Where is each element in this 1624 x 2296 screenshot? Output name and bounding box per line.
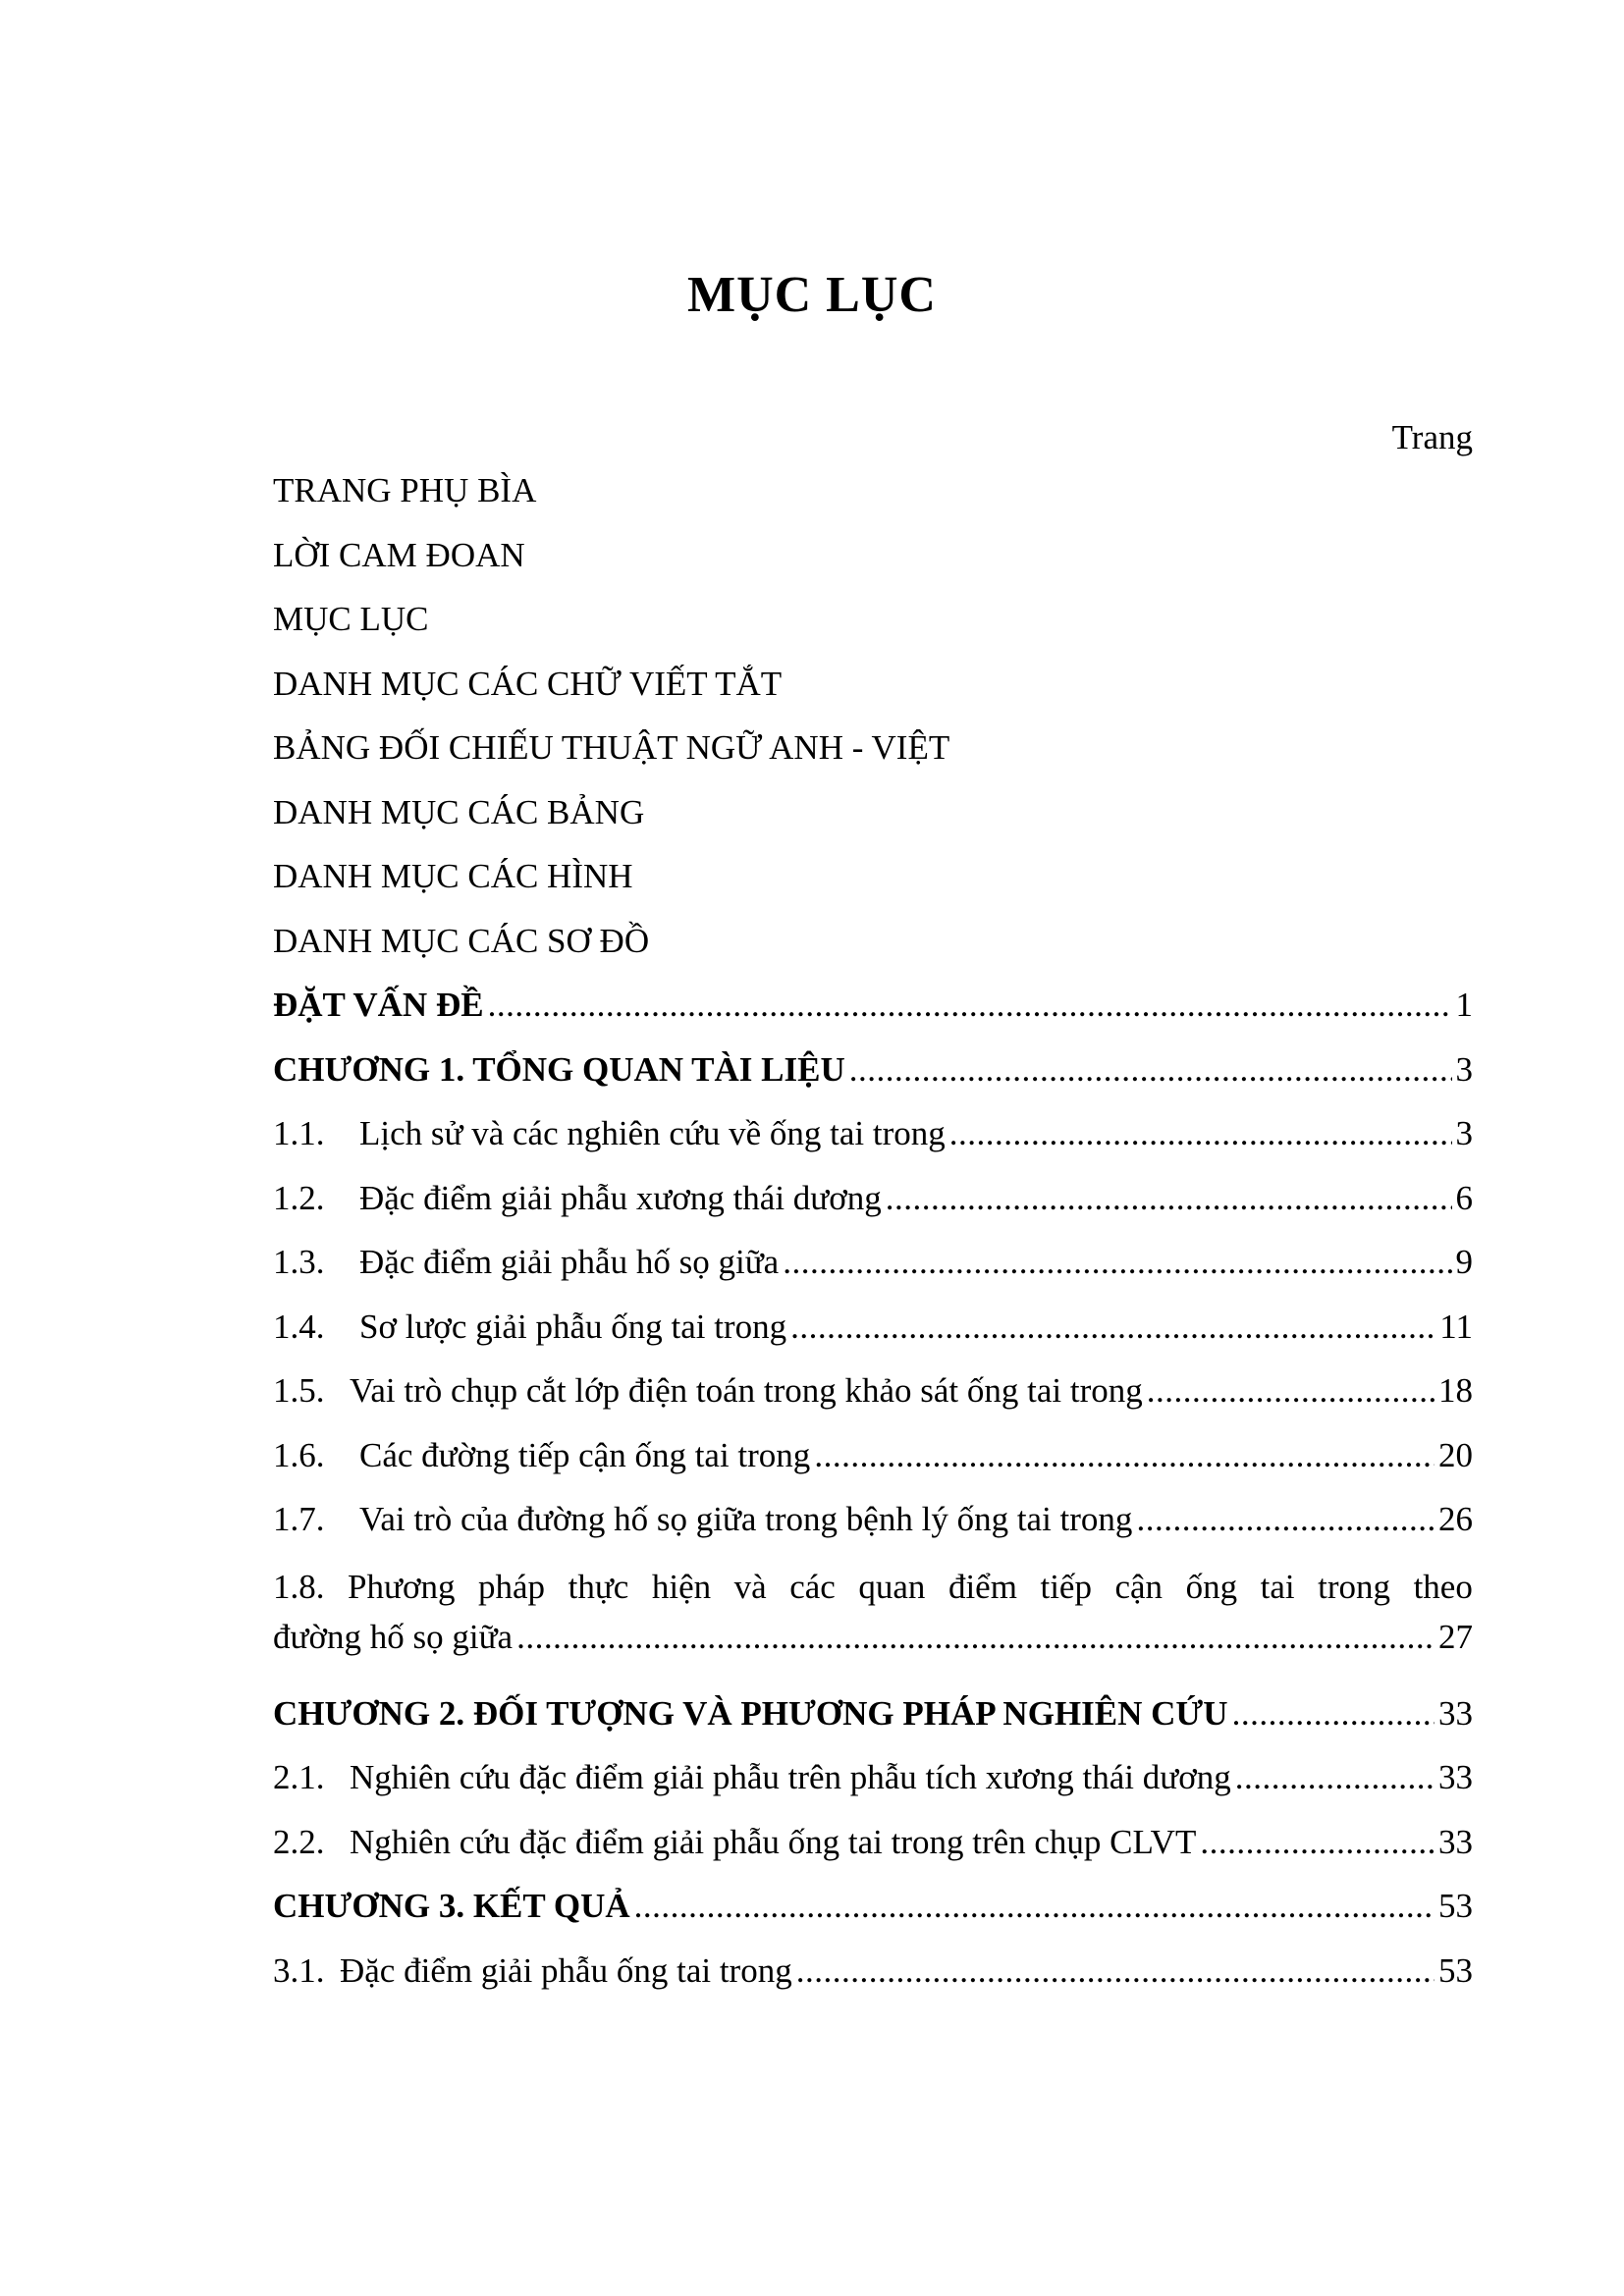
toc-word: ống bbox=[1185, 1567, 1238, 1606]
toc-word: quan bbox=[858, 1567, 926, 1606]
toc-entry-number: 1.8. bbox=[273, 1567, 325, 1606]
toc-front-matter-item[interactable] bbox=[273, 716, 1473, 780]
toc-item-label: DANH MỤC CÁC CHỮ VIẾT TẮT bbox=[273, 664, 783, 703]
dot-leader bbox=[1235, 1745, 1435, 1810]
toc-entry-label: đường hố sọ giữa bbox=[273, 1617, 514, 1656]
toc-word: cận bbox=[1114, 1567, 1164, 1606]
dot-leader bbox=[516, 1609, 1435, 1666]
toc-page-number: 3 bbox=[1455, 1114, 1473, 1152]
toc-entry-1-3[interactable] bbox=[273, 1230, 1473, 1295]
toc-item-label: DANH MỤC CÁC HÌNH bbox=[273, 857, 633, 895]
toc-entry-1-1[interactable] bbox=[273, 1101, 1473, 1166]
toc-entry-number: 1.4. bbox=[273, 1307, 325, 1346]
toc-item-label: LỜI CAM ĐOAN bbox=[273, 535, 525, 574]
dot-leader bbox=[796, 1939, 1435, 2003]
toc-word: Phương bbox=[348, 1567, 456, 1606]
dot-leader bbox=[886, 1166, 1452, 1231]
dot-leader bbox=[1136, 1487, 1435, 1552]
toc-entry-number: 1.3. bbox=[273, 1243, 325, 1281]
toc-word: pháp bbox=[478, 1567, 546, 1606]
dot-leader bbox=[634, 1874, 1435, 1939]
toc-entry-label: Đặc điểm giải phẫu ống tai trong bbox=[340, 1950, 792, 1990]
toc-entry-1-7[interactable] bbox=[273, 1487, 1473, 1552]
toc-front-matter-item[interactable] bbox=[273, 652, 1473, 717]
dot-leader bbox=[949, 1101, 1452, 1166]
toc-entry-3-1[interactable] bbox=[273, 1939, 1473, 2003]
toc-entry-1-2[interactable] bbox=[273, 1166, 1473, 1231]
toc-item-label: TRANG PHỤ BÌA bbox=[273, 471, 537, 509]
toc-item-label: MỤC LỤC bbox=[273, 600, 429, 638]
toc-entry-number: 2.2. bbox=[273, 1822, 325, 1861]
toc-word: và bbox=[733, 1567, 767, 1606]
toc-entry-number: 3.1. bbox=[273, 1950, 325, 1990]
toc-page-number: 9 bbox=[1455, 1243, 1473, 1281]
toc-page-number: 33 bbox=[1438, 1822, 1473, 1861]
toc-word: các bbox=[789, 1567, 836, 1606]
dot-leader bbox=[790, 1295, 1435, 1360]
toc-word: hiện bbox=[651, 1567, 712, 1606]
toc-page-number: 1 bbox=[1455, 986, 1473, 1024]
toc-entry-label: ĐẶT VẤN ĐỀ bbox=[273, 986, 484, 1024]
toc-page-number: 27 bbox=[1438, 1617, 1473, 1656]
toc-entry-label: Sơ lược giải phẫu ống tai trong bbox=[359, 1307, 787, 1346]
toc-word: trong bbox=[1318, 1567, 1391, 1606]
toc-page-number: 20 bbox=[1438, 1435, 1473, 1474]
toc-entry-line-2 bbox=[273, 1609, 1473, 1666]
toc-entry-number: 1.5. bbox=[273, 1371, 325, 1410]
toc-entry-number: 1.1. bbox=[273, 1114, 325, 1152]
dot-leader bbox=[849, 1038, 1452, 1102]
dot-leader bbox=[1200, 1810, 1435, 1875]
dot-leader bbox=[1232, 1682, 1435, 1746]
toc-entry-2-1[interactable] bbox=[273, 1745, 1473, 1810]
toc-page-number: 3 bbox=[1455, 1049, 1473, 1089]
dot-leader bbox=[783, 1230, 1451, 1295]
toc-page-number: 26 bbox=[1438, 1500, 1473, 1538]
toc-front-matter-item[interactable] bbox=[273, 458, 1473, 523]
toc-page-number: 11 bbox=[1439, 1307, 1473, 1346]
toc-page-number: 18 bbox=[1438, 1371, 1473, 1410]
toc-entry-label: Vai trò của đường hố sọ giữa trong bệnh lý ống tai trong bbox=[359, 1500, 1133, 1538]
toc-entry-1-5[interactable] bbox=[273, 1359, 1473, 1423]
toc-item-label: BẢNG ĐỐI CHIẾU THUẬT NGỮ ANH - VIỆT bbox=[273, 728, 950, 767]
toc-item-label: DANH MỤC CÁC SƠ ĐỒ bbox=[273, 921, 650, 960]
toc-entry-number: 1.2. bbox=[273, 1178, 325, 1217]
toc-page-number: 33 bbox=[1438, 1693, 1473, 1733]
toc-word: thực bbox=[568, 1567, 629, 1606]
toc-entry-1-6[interactable] bbox=[273, 1423, 1473, 1488]
toc-page-number: 53 bbox=[1438, 1887, 1473, 1925]
toc-front-matter-item[interactable] bbox=[273, 909, 1473, 974]
toc-entry-2-2[interactable] bbox=[273, 1810, 1473, 1875]
toc-item-label: DANH MỤC CÁC BẢNG bbox=[273, 792, 645, 831]
dot-leader bbox=[1147, 1359, 1435, 1423]
toc-entry-dat-van-de[interactable] bbox=[273, 973, 1473, 1038]
toc-word: tiếp bbox=[1040, 1567, 1092, 1606]
toc-entry-number: 1.6. bbox=[273, 1435, 325, 1474]
toc-page-number: 33 bbox=[1438, 1758, 1473, 1796]
toc-front-matter-item[interactable] bbox=[273, 587, 1473, 652]
toc-word: tai bbox=[1260, 1567, 1295, 1606]
toc-word: điểm bbox=[947, 1567, 1017, 1606]
toc-entry-1-8[interactable] bbox=[273, 1552, 1473, 1682]
page-title: MỤC LỤC bbox=[687, 267, 937, 323]
dot-leader bbox=[814, 1423, 1435, 1488]
toc-entry-label: Đặc điểm giải phẫu xương thái dương bbox=[359, 1178, 882, 1217]
toc-entry-line-1 bbox=[273, 1552, 1473, 1609]
table-of-contents bbox=[273, 458, 1473, 2002]
toc-entry-number: 2.1. bbox=[273, 1758, 325, 1796]
toc-entry-number: 1.7. bbox=[273, 1500, 325, 1538]
dot-leader bbox=[488, 973, 1452, 1038]
toc-entry-label: Vai trò chụp cắt lớp điện toán trong khảo sát ống tai trong bbox=[350, 1371, 1143, 1410]
toc-entry-label: Nghiên cứu đặc điểm giải phẫu trên phẫu tích xương thái dương bbox=[350, 1758, 1231, 1796]
toc-entry-label: CHƯƠNG 2. ĐỐI TƯỢNG VÀ PHƯƠNG PHÁP NGHIÊN CỨU bbox=[273, 1693, 1228, 1733]
toc-entry-label: Các đường tiếp cận ống tai trong bbox=[359, 1435, 811, 1474]
toc-front-matter-item[interactable] bbox=[273, 523, 1473, 588]
toc-word: theo bbox=[1413, 1567, 1473, 1606]
toc-entry-label: CHƯƠNG 3. KẾT QUẢ bbox=[273, 1887, 630, 1925]
toc-front-matter-item[interactable] bbox=[273, 844, 1473, 909]
toc-front-matter-item[interactable] bbox=[273, 780, 1473, 845]
page-column-header: Trang bbox=[1391, 418, 1473, 456]
toc-entry-chapter-3[interactable] bbox=[273, 1874, 1473, 1939]
toc-entry-chapter-1[interactable] bbox=[273, 1038, 1473, 1102]
toc-entry-label: Đặc điểm giải phẫu hố sọ giữa bbox=[359, 1243, 780, 1281]
toc-page-number: 53 bbox=[1438, 1950, 1473, 1990]
toc-entry-label: CHƯƠNG 1. TỔNG QUAN TÀI LIỆU bbox=[273, 1049, 845, 1089]
toc-entry-label: Nghiên cứu đặc điểm giải phẫu ống tai trong trên chụp CLVT bbox=[350, 1822, 1197, 1861]
toc-entry-1-4[interactable] bbox=[273, 1295, 1473, 1360]
toc-entry-label: Lịch sử và các nghiên cứu về ống tai trong bbox=[359, 1114, 946, 1152]
toc-entry-chapter-2[interactable] bbox=[273, 1682, 1473, 1746]
toc-page-number: 6 bbox=[1455, 1178, 1473, 1217]
